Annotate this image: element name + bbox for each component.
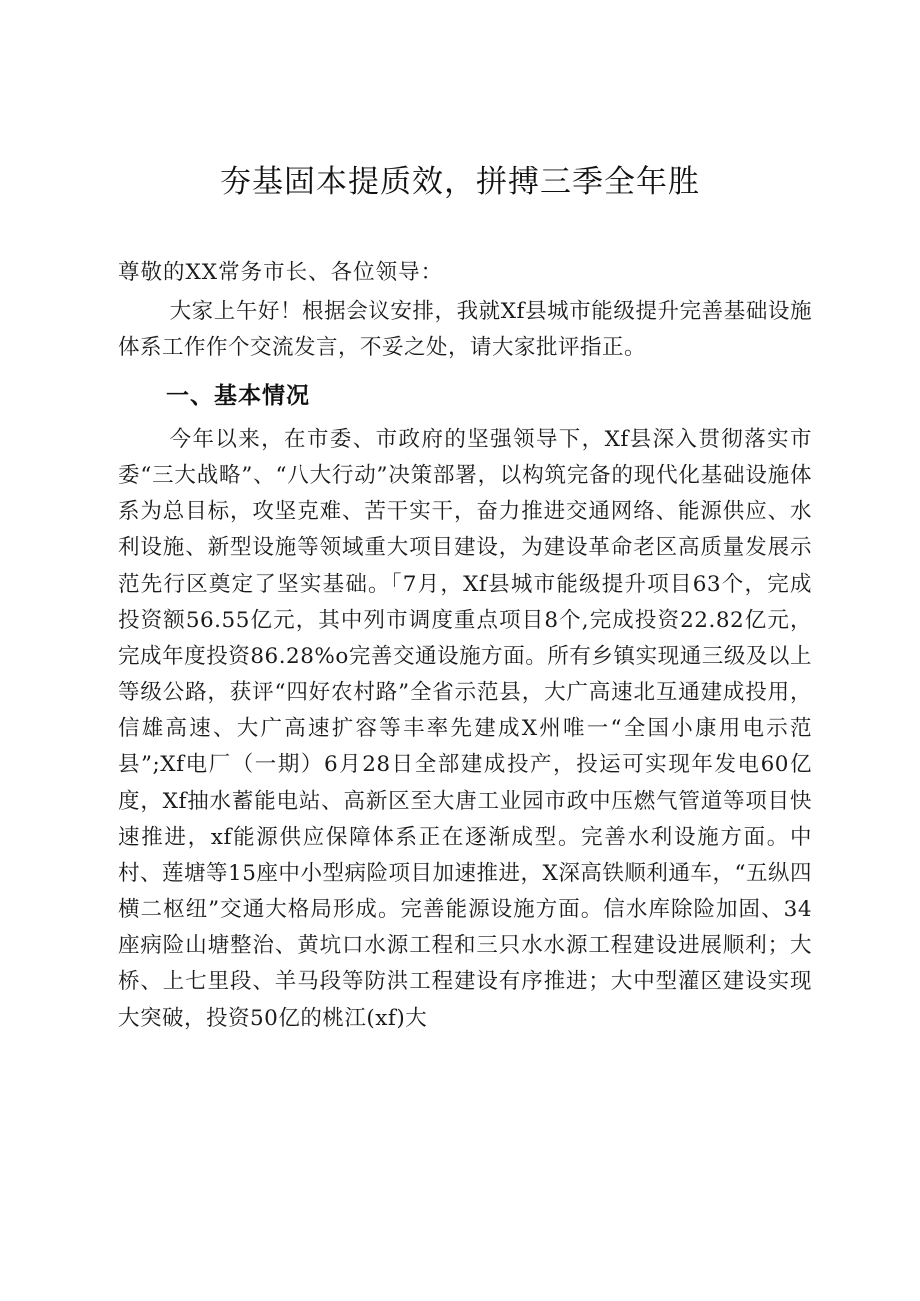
section-heading-basic-situation: 一、基本情况 <box>166 383 310 409</box>
paragraph-basic-situation: 今年以来，在市委、市政府的坚强领导下，Xf县深入贯彻落实市委“三大战略”、“八大行动”决策部署，以构筑完备的现代化基础设施体系为总目标，攻坚克难、苦干实干，奋力推进交通网络、能源供应、水利设施、新型设施等领域重大项目建设，为建设革命老区高质量发展示范先行区奠定了坚实基础。「7月，Xf县城市能级提升项目63个，完成投资额56.55亿元，其中列市调度重点项目8个,完成投资22.82亿元，完成年度投资86.28%o完善交通设施方面。所有乡镇实现通三级及以上等级公路，获评“四好农村路”全省示范县，大广高速北互通建成投用，信雄高速、大广高速扩容等丰率先建成X州唯一“全国小康用电示范县”;Xf电厂（一期）6月28日全部建成投产，投运可实现年发电60亿度，Xf抽水蓄能电站、高新区至大唐工业园市政中压燃气管道等项目快速推进，xf能源供应保障体系正在逐渐成型。完善水利设施方面。中村、莲塘等15座中小型病险项目加速推进，X深高铁顺利通车，“五纵四横二枢纽”交通大格局形成。完善能源设施方面。信水库除险加固、34座病险山塘整治、黄坑口水源工程和三只水水源工程建设进展顺利；大桥、上七里段、羊马段等防洪工程建设有序推进；大中型灌区建设实现大突破，投资50亿的桃江(xf)大 <box>118 427 812 1031</box>
paragraph-opening: 大家上午好！根据会议安排，我就Xf县城市能级提升完善基础设施体系工作作个交流发言，不妥之处，请大家批评指正。 <box>118 299 812 361</box>
salutation: 尊敬的XX常务市长、各位领导： <box>118 260 444 285</box>
document-title: 夯基固本提质效，拼搏三季全年胜 <box>220 164 700 200</box>
